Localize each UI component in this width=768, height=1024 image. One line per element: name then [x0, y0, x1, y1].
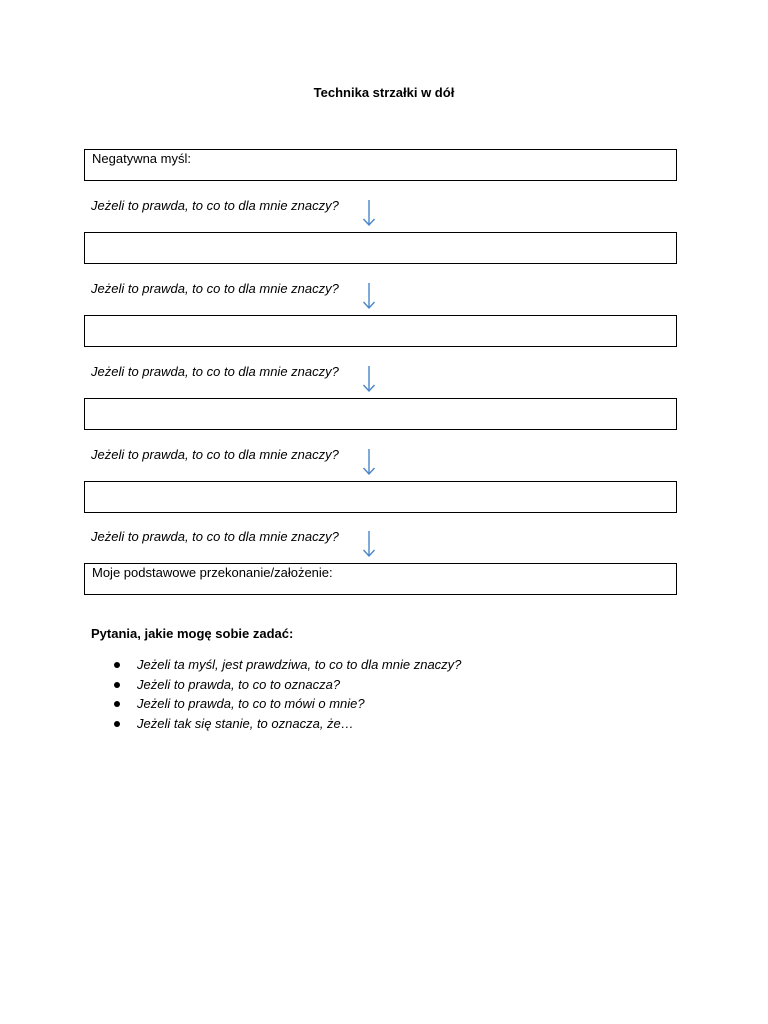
- bullet-icon: [114, 701, 120, 707]
- bullet-icon: [114, 662, 120, 668]
- question-text: Jeżeli to prawda, to co to dla mnie znaczy?: [91, 281, 339, 296]
- answer-box[interactable]: [84, 481, 677, 513]
- answer-box[interactable]: [84, 315, 677, 347]
- questions-heading: Pytania, jakie mogę sobie zadać:: [91, 626, 294, 641]
- core-belief-box[interactable]: [84, 563, 677, 595]
- page-title: Technika strzałki w dół: [313, 85, 455, 100]
- list-item-text: Jeżeli to prawda, to co to oznacza?: [137, 676, 341, 692]
- list-item-text: Jeżeli ta myśl, jest prawdziwa, to co to dla mnie znaczy?: [137, 657, 462, 672]
- answer-box[interactable]: [84, 232, 677, 264]
- arrow-down-icon: [362, 282, 376, 310]
- answer-box[interactable]: [84, 398, 677, 430]
- arrow-down-icon: [362, 530, 376, 558]
- list-item-text: Jeżeli to prawda, to co to mówi o mnie?: [137, 696, 365, 711]
- arrow-down-icon: [362, 448, 376, 476]
- negative-thought-box[interactable]: [84, 149, 677, 181]
- list-item-text: Jeżeli tak się stanie, to oznacza, że…: [137, 715, 354, 731]
- question-text: Jeżeli to prawda, to co to dla mnie znaczy?: [91, 364, 339, 379]
- question-text: Jeżeli to prawda, to co to dla mnie znaczy?: [91, 198, 339, 213]
- question-text: Jeżeli to prawda, to co to dla mnie znaczy?: [91, 529, 339, 544]
- box-label: Moje podstawowe przekonanie/założenie:: [92, 565, 333, 580]
- arrow-down-icon: [362, 365, 376, 393]
- box-label: Negatywna myśl:: [92, 151, 191, 166]
- bullet-icon: [114, 682, 120, 688]
- question-text: Jeżeli to prawda, to co to dla mnie znaczy?: [91, 447, 339, 462]
- arrow-down-icon: [362, 199, 376, 227]
- bullet-icon: [114, 721, 120, 727]
